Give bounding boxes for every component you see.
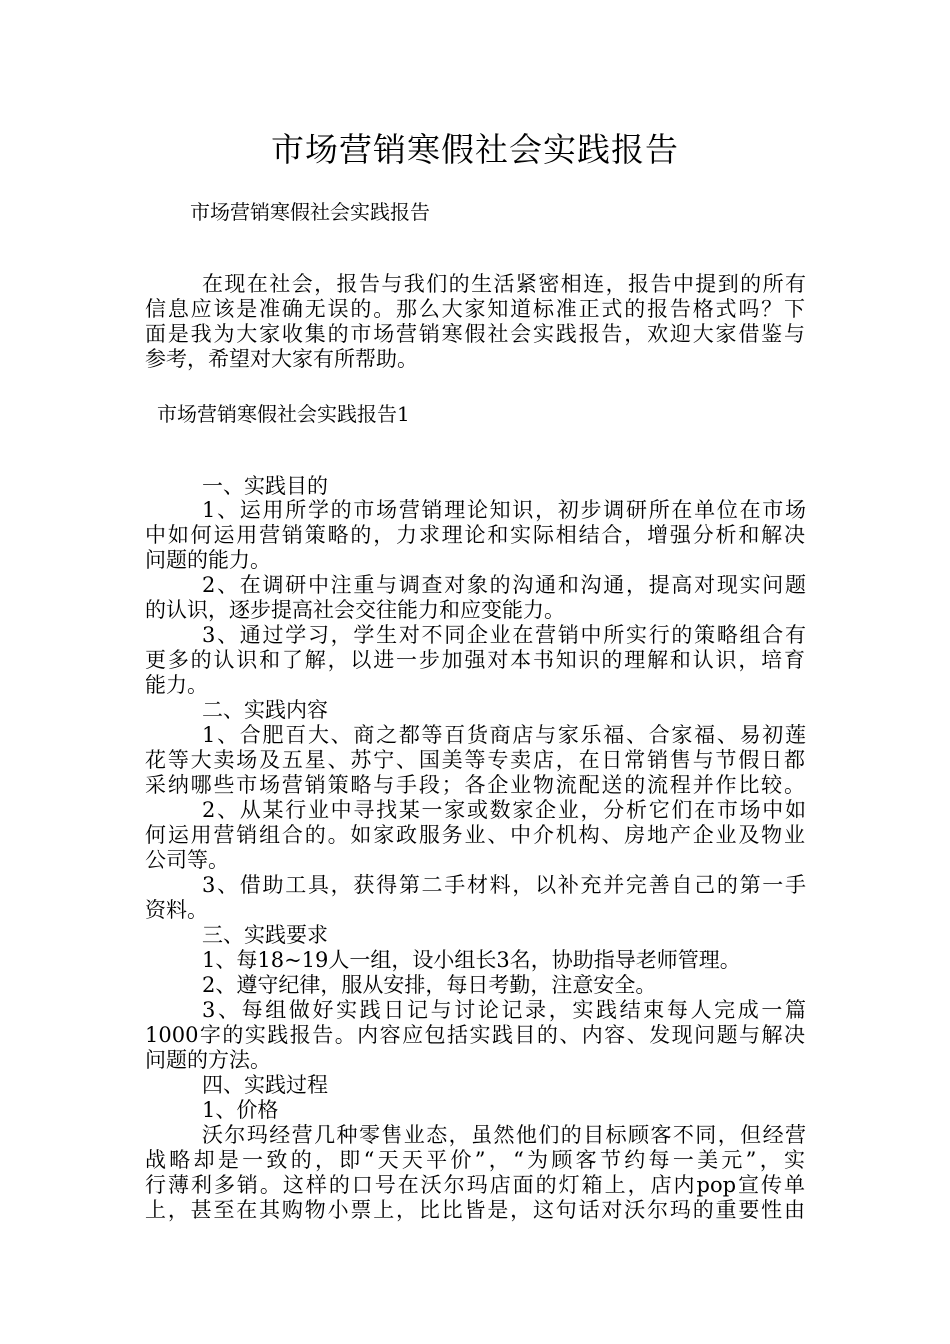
body-line: 采纳哪些市场营销策略与手段；各企业物流配送的流程并作比较。 xyxy=(145,773,805,797)
body-line: 行薄利多销。这样的口号在沃尔玛店面的灯箱上，店内pop宣传单 xyxy=(145,1173,805,1197)
body-line: 问题的方法。 xyxy=(145,1048,271,1072)
body-line: 1、合肥百大、商之都等百货商店与家乐福、合家福、易初莲 xyxy=(202,723,806,747)
body-line: 沃尔玛经营几种零售业态，虽然他们的目标顾客不同，但经营 xyxy=(202,1123,806,1147)
body-line: 中如何运用营销策略的，力求理论和实际相结合，增强分析和解决 xyxy=(145,523,805,547)
body-line: 1、运用所学的市场营销理论知识，初步调研所在单位在市场 xyxy=(202,498,806,522)
section-heading: 四、实践过程 xyxy=(202,1073,328,1097)
body-line: 2、遵守纪律，服从安排，每日考勤，注意安全。 xyxy=(202,973,657,997)
body-line: 能力。 xyxy=(145,673,208,697)
intro-line: 面是我为大家收集的市场营销寒假社会实践报告，欢迎大家借鉴与 xyxy=(145,322,805,346)
body-line: 3、每组做好实践日记与讨论记录，实践结束每人完成一篇 xyxy=(202,998,806,1022)
subsection-heading: 1、价格 xyxy=(202,1098,279,1122)
body-line: 上，甚至在其购物小票上，比比皆是，这句话对沃尔玛的重要性由 xyxy=(145,1198,805,1222)
body-line: 1000字的实践报告。内容应包括实践目的、内容、发现问题与解决 xyxy=(145,1023,805,1047)
body-line: 1、每18~19人一组，设小组长3名，协助指导老师管理。 xyxy=(202,948,741,972)
body-line: 3、通过学习，学生对不同企业在营销中所实行的策略组合有 xyxy=(202,623,806,647)
intro-line: 参考，希望对大家有所帮助。 xyxy=(145,347,418,371)
body-line: 2、在调研中注重与调查对象的沟通和沟通，提高对现实问题 xyxy=(202,573,806,597)
intro-line: 在现在社会，报告与我们的生活紧密相连，报告中提到的所有 xyxy=(202,272,806,296)
section-heading: 三、实践要求 xyxy=(202,923,328,947)
body-line: 问题的能力。 xyxy=(145,548,271,572)
intro-line: 信息应该是准确无误的。那么大家知道标准正式的报告格式吗？下 xyxy=(145,297,805,321)
body-line: 战略却是一致的，即“天天平价”，“为顾客节约每一美元”，实 xyxy=(145,1148,805,1172)
body-line: 3、借助工具，获得第二手材料，以补充并完善自己的第一手 xyxy=(202,873,806,897)
section-heading: 一、实践目的 xyxy=(202,474,328,498)
document-title: 市场营销寒假社会实践报告 xyxy=(271,130,679,169)
body-line: 2、从某行业中寻找某一家或数家企业，分析它们在市场中如 xyxy=(202,798,806,822)
body-line: 更多的认识和了解，以进一步加强对本书知识的理解和认识，培育 xyxy=(145,648,805,672)
body-line: 公司等。 xyxy=(145,848,229,872)
report-heading: 市场营销寒假社会实践报告1 xyxy=(157,402,410,426)
section-heading: 二、实践内容 xyxy=(202,698,328,722)
body-line: 何运用营销组合的。如家政服务业、中介机构、房地产企业及物业 xyxy=(145,823,805,847)
body-line: 资料。 xyxy=(145,898,208,922)
document-subtitle: 市场营销寒假社会实践报告 xyxy=(190,200,430,224)
body-line: 的认识，逐步提高社会交往能力和应变能力。 xyxy=(145,598,565,622)
body-line: 花等大卖场及五星、苏宁、国美等专卖店，在日常销售与节假日都 xyxy=(145,748,805,772)
